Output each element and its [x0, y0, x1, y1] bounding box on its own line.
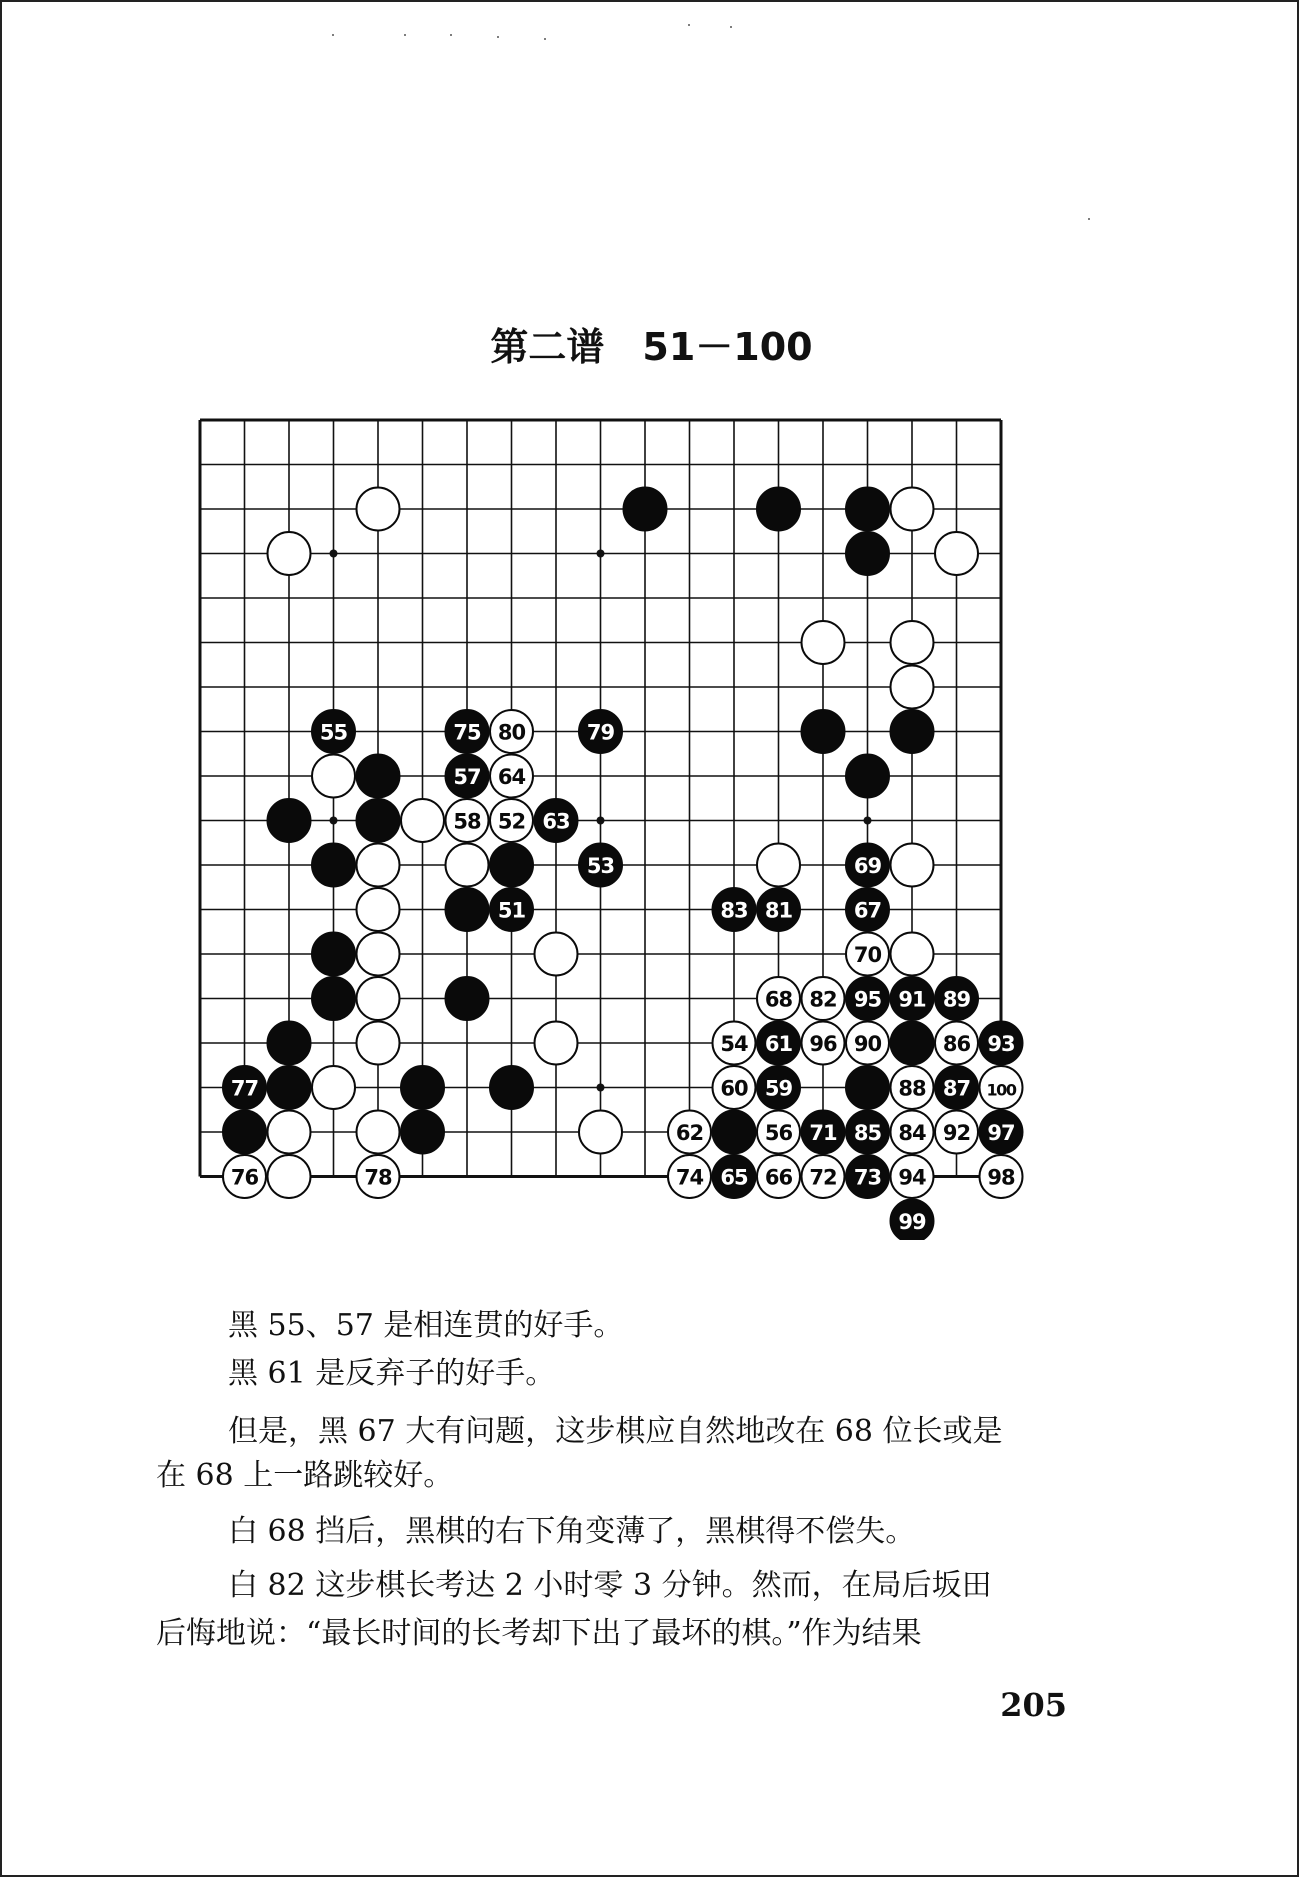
move-number-label: 65 — [720, 1165, 748, 1190]
white-stone — [312, 755, 355, 798]
move-number-label: 72 — [809, 1165, 837, 1190]
black-stone — [802, 710, 845, 753]
black-stone — [846, 755, 889, 798]
white-stone — [357, 1111, 400, 1154]
move-number-label: 87 — [942, 1076, 971, 1101]
white-stone — [268, 1111, 311, 1154]
move-number-label: 95 — [853, 987, 882, 1012]
move-number-label: 96 — [809, 1032, 837, 1056]
move-number-label: 90 — [853, 1032, 882, 1056]
move-number-label: 86 — [942, 1032, 971, 1056]
move-number-label: 60 — [720, 1076, 748, 1101]
paragraph-line: 黑 61 是反弃子的好手。 — [228, 1356, 556, 1391]
white-stone — [891, 844, 934, 887]
paragraph-line: 白 82 这步棋长考达 2 小时零 3 分钟。然而，在局后坂田 — [228, 1568, 992, 1603]
move-number-label: 61 — [764, 1032, 793, 1056]
paragraph-line: 白 68 挡后，黑棋的右下角变薄了，黑棋得不偿失。 — [228, 1514, 916, 1549]
white-stone — [446, 844, 489, 887]
black-stone — [401, 1066, 444, 1109]
scan-speck — [1088, 218, 1090, 220]
black-stone — [624, 488, 667, 531]
black-stone — [312, 977, 355, 1020]
black-stone — [757, 488, 800, 531]
white-stone — [268, 1155, 311, 1198]
white-stone — [357, 488, 400, 531]
move-number-label: 68 — [764, 987, 793, 1012]
move-number-label: 88 — [898, 1076, 926, 1101]
move-number-label: 51 — [497, 898, 526, 923]
move-number-label: 52 — [497, 809, 526, 834]
black-stone — [268, 1066, 311, 1109]
move-number-label: 76 — [230, 1165, 259, 1190]
scan-speck — [404, 34, 406, 36]
go-board-diagram — [190, 410, 1050, 1240]
move-number-label: 97 — [987, 1121, 1015, 1145]
move-number-label: 98 — [987, 1165, 1015, 1190]
move-number-label: 59 — [764, 1076, 793, 1101]
move-number-label: 55 — [319, 720, 348, 745]
black-stone — [268, 799, 311, 842]
move-number-label: 56 — [764, 1121, 793, 1145]
move-number-label: 93 — [987, 1032, 1015, 1056]
paragraph-line: 但是，黑 67 大有问题，这步棋应自然地改在 68 位长或是 — [228, 1414, 1003, 1449]
black-stone — [446, 977, 489, 1020]
white-stone — [891, 666, 934, 709]
black-stone — [268, 1022, 311, 1065]
move-number-label: 94 — [898, 1165, 926, 1190]
move-number-label: 79 — [586, 720, 615, 745]
move-number-label: 82 — [809, 987, 837, 1012]
white-stone — [357, 977, 400, 1020]
black-stone — [357, 755, 400, 798]
white-stone — [401, 799, 444, 842]
scan-speck — [730, 26, 732, 28]
move-number-label: 83 — [720, 898, 748, 923]
move-number-label: 78 — [364, 1165, 392, 1190]
move-number-label: 92 — [942, 1121, 971, 1145]
scan-speck — [688, 24, 690, 26]
paragraph-line: 在 68 上一路跳较好。 — [156, 1458, 454, 1493]
move-number-label: 53 — [586, 854, 615, 878]
black-stone — [713, 1111, 756, 1154]
white-stone — [357, 1022, 400, 1065]
move-number-label: 67 — [853, 898, 882, 923]
move-number-label: 69 — [853, 854, 882, 878]
white-stone — [312, 1066, 355, 1109]
black-stone — [490, 844, 533, 887]
move-number-label: 100 — [986, 1080, 1016, 1100]
black-stone — [312, 844, 355, 887]
move-number-label: 85 — [853, 1121, 882, 1145]
white-stone — [935, 532, 978, 575]
paragraph-line: 黑 55、57 是相连贯的好手。 — [228, 1308, 624, 1343]
paragraph-line: 后悔地说：“最长时间的长考却下出了最坏的棋。”作为结果 — [156, 1616, 922, 1651]
move-number-label: 71 — [809, 1121, 837, 1145]
scan-speck — [497, 36, 499, 38]
black-stone — [846, 1066, 889, 1109]
white-stone — [357, 933, 400, 976]
scan-speck — [544, 38, 546, 40]
move-number-label: 74 — [675, 1165, 704, 1190]
move-number-label: 80 — [497, 720, 526, 745]
page-number: 205 — [1000, 1686, 1067, 1724]
star-point — [597, 550, 605, 558]
white-stone — [579, 1111, 622, 1154]
move-number-label: 58 — [453, 809, 481, 834]
white-stone — [891, 488, 934, 531]
white-stone — [357, 844, 400, 887]
scan-speck — [450, 34, 452, 36]
star-point — [597, 1084, 605, 1092]
scan-speck — [332, 34, 334, 36]
move-number-label: 64 — [497, 765, 526, 789]
white-stone — [891, 621, 934, 664]
white-stone — [535, 933, 578, 976]
diagram-title: 第二谱 51－100 — [490, 325, 813, 369]
black-stone — [223, 1111, 266, 1154]
white-stone — [357, 888, 400, 931]
move-number-label: 91 — [898, 987, 926, 1012]
black-stone — [846, 532, 889, 575]
white-stone — [535, 1022, 578, 1065]
move-number-label: 62 — [675, 1121, 704, 1145]
star-point — [330, 550, 338, 558]
black-stone — [357, 799, 400, 842]
white-stone — [757, 844, 800, 887]
black-stone — [891, 710, 934, 753]
move-number-label: 89 — [942, 987, 971, 1012]
white-stone — [891, 933, 934, 976]
star-point — [330, 817, 338, 825]
black-stone — [401, 1111, 444, 1154]
move-number-label: 57 — [453, 765, 481, 789]
move-number-label: 63 — [542, 809, 570, 834]
move-number-label: 54 — [720, 1032, 748, 1056]
black-stone — [891, 1022, 934, 1065]
move-number-label: 99 — [898, 1210, 926, 1234]
move-number-label: 70 — [853, 943, 882, 967]
black-stone — [846, 488, 889, 531]
move-number-label: 75 — [453, 720, 481, 745]
star-point — [864, 817, 872, 825]
move-number-label: 73 — [853, 1165, 882, 1190]
black-stone — [446, 888, 489, 931]
white-stone — [802, 621, 845, 664]
star-point — [597, 817, 605, 825]
white-stone — [268, 532, 311, 575]
black-stone — [312, 933, 355, 976]
move-number-label: 66 — [764, 1165, 793, 1190]
move-number-label: 77 — [230, 1076, 259, 1101]
move-number-label: 84 — [898, 1121, 926, 1145]
move-number-label: 81 — [764, 898, 793, 923]
black-stone — [490, 1066, 533, 1109]
